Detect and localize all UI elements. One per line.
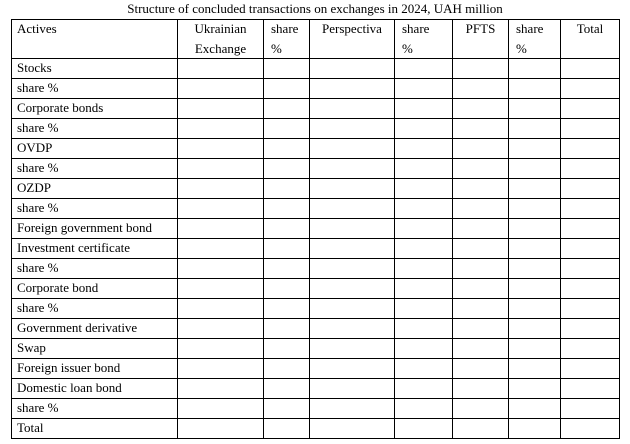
row-label: share % [12,199,178,219]
cell-total [561,299,620,319]
cell-share [395,99,453,119]
cell-share [395,259,453,279]
cell-share [395,139,453,159]
cell-share [509,59,561,79]
cell-ukrainian-exchange [178,339,264,359]
table-row [12,59,620,79]
cell-perspectiva [310,79,395,99]
header-share-line2: % [402,41,413,56]
cell-pfts [453,339,509,359]
cell-total [561,159,620,179]
cell-ukrainian-exchange [178,179,264,199]
cell-total [561,319,620,339]
cell-share [395,219,453,239]
table-row [12,399,620,419]
cell-pfts [453,279,509,299]
header-share-line1: share [402,21,430,36]
cell-share [509,119,561,139]
row-label: share % [12,399,178,419]
cell-share [264,99,310,119]
cell-ukrainian-exchange [178,359,264,379]
table-row [12,199,620,219]
cell-pfts [453,139,509,159]
header-share-line2: % [271,41,282,56]
cell-share [264,79,310,99]
header-row [12,20,620,59]
table-row [12,299,620,319]
cell-share [509,399,561,419]
table-row [12,159,620,179]
cell-perspectiva [310,119,395,139]
cell-perspectiva [310,359,395,379]
row-label: OZDP [12,179,178,199]
cell-share [395,79,453,99]
cell-share [264,199,310,219]
row-label: share % [12,79,178,99]
cell-perspectiva [310,339,395,359]
cell-perspectiva [310,299,395,319]
row-label: share % [12,119,178,139]
cell-perspectiva [310,259,395,279]
cell-ukrainian-exchange [178,299,264,319]
cell-total [561,59,620,79]
cell-ukrainian-exchange [178,99,264,119]
cell-perspectiva [310,139,395,159]
cell-total [561,219,620,239]
cell-share [509,379,561,399]
header-share-line1: share [516,21,544,36]
cell-pfts [453,79,509,99]
table-row [12,119,620,139]
table-row [12,239,620,259]
cell-share [264,379,310,399]
cell-pfts [453,359,509,379]
cell-share [264,299,310,319]
table-row [12,99,620,119]
row-label: Domestic loan bond [12,379,178,399]
cell-perspectiva [310,239,395,259]
cell-ukrainian-exchange [178,259,264,279]
cell-share [509,159,561,179]
cell-share [509,239,561,259]
header-ukrainian-exchange-line2: Exchange [194,41,247,56]
cell-perspectiva [310,159,395,179]
header-share-pfts [509,20,561,59]
cell-share [509,419,561,439]
cell-total [561,239,620,259]
cell-pfts [453,179,509,199]
cell-pfts [453,319,509,339]
cell-share [509,219,561,239]
cell-share [264,279,310,299]
cell-perspectiva [310,219,395,239]
row-label: OVDP [12,139,178,159]
header-total: Total [561,20,620,59]
cell-total [561,399,620,419]
cell-perspectiva [310,199,395,219]
table-caption: Structure of concluded transactions on exchanges in 2024, UAH million [127,1,503,16]
cell-share [395,119,453,139]
row-label: Corporate bonds [12,99,178,119]
cell-share [264,219,310,239]
cell-share [264,59,310,79]
cell-pfts [453,299,509,319]
cell-share [264,239,310,259]
cell-total [561,199,620,219]
cell-total [561,279,620,299]
cell-share [264,319,310,339]
cell-ukrainian-exchange [178,139,264,159]
row-label: Foreign issuer bond [12,359,178,379]
transactions-table [11,19,620,439]
cell-total [561,419,620,439]
cell-ukrainian-exchange [178,319,264,339]
header-ukrainian-exchange [178,20,264,59]
cell-share [509,139,561,159]
cell-share [509,319,561,339]
row-label: Total [12,419,178,439]
cell-share [509,79,561,99]
cell-perspectiva [310,379,395,399]
cell-ukrainian-exchange [178,239,264,259]
cell-share [264,259,310,279]
cell-total [561,259,620,279]
row-label: Investment certificate [12,239,178,259]
cell-share [395,199,453,219]
cell-ukrainian-exchange [178,79,264,99]
cell-pfts [453,419,509,439]
cell-share [264,339,310,359]
header-share-perspectiva [395,20,453,59]
table-row [12,259,620,279]
cell-total [561,99,620,119]
cell-pfts [453,399,509,419]
cell-share [509,199,561,219]
header-perspectiva: Perspectiva [310,20,395,59]
cell-share [509,299,561,319]
cell-share [509,179,561,199]
cell-ukrainian-exchange [178,199,264,219]
table-row [12,339,620,359]
cell-share [509,279,561,299]
cell-total [561,339,620,359]
row-label: share % [12,259,178,279]
cell-ukrainian-exchange [178,399,264,419]
row-label: Foreign government bond [12,219,178,239]
cell-ukrainian-exchange [178,219,264,239]
table-row [12,179,620,199]
cell-pfts [453,239,509,259]
cell-share [509,359,561,379]
cell-share [395,359,453,379]
cell-ukrainian-exchange [178,119,264,139]
cell-pfts [453,59,509,79]
cell-perspectiva [310,279,395,299]
row-label: Swap [12,339,178,359]
cell-pfts [453,119,509,139]
row-label: Government derivative [12,319,178,339]
cell-pfts [453,199,509,219]
header-share-line2: % [516,41,527,56]
cell-total [561,79,620,99]
cell-total [561,139,620,159]
cell-total [561,119,620,139]
cell-share [395,419,453,439]
cell-pfts [453,219,509,239]
cell-share [395,239,453,259]
cell-share [264,119,310,139]
cell-share [395,399,453,419]
cell-perspectiva [310,319,395,339]
row-label: Stocks [12,59,178,79]
cell-total [561,379,620,399]
cell-share [395,59,453,79]
cell-share [509,259,561,279]
row-label: Corporate bond [12,279,178,299]
table-row [12,359,620,379]
cell-perspectiva [310,99,395,119]
table-row [12,379,620,399]
cell-share [509,99,561,119]
cell-share [395,379,453,399]
cell-pfts [453,99,509,119]
cell-total [561,359,620,379]
cell-share [264,419,310,439]
cell-perspectiva [310,59,395,79]
header-share-line1: share [271,21,299,36]
cell-share [395,339,453,359]
cell-ukrainian-exchange [178,419,264,439]
cell-perspectiva [310,179,395,199]
table-row [12,79,620,99]
cell-share [264,359,310,379]
cell-ukrainian-exchange [178,279,264,299]
cell-share [395,159,453,179]
cell-share [264,399,310,419]
cell-share [395,179,453,199]
cell-total [561,179,620,199]
cell-ukrainian-exchange [178,59,264,79]
cell-pfts [453,159,509,179]
cell-share [264,139,310,159]
cell-share [264,179,310,199]
table-row [12,219,620,239]
table-row-total [12,419,620,439]
cell-ukrainian-exchange [178,159,264,179]
row-label: share % [12,299,178,319]
table-row [12,279,620,299]
row-label: share % [12,159,178,179]
cell-share [264,159,310,179]
cell-perspectiva [310,399,395,419]
header-pfts: PFTS [453,20,509,59]
cell-share [509,339,561,359]
cell-pfts [453,379,509,399]
cell-perspectiva [310,419,395,439]
cell-share [395,319,453,339]
cell-share [395,279,453,299]
cell-pfts [453,259,509,279]
cell-share [395,299,453,319]
table-row [12,139,620,159]
table-row [12,319,620,339]
header-actives: Actives [12,20,178,59]
header-share-ukrainian-exchange [264,20,310,59]
header-ukrainian-exchange-line1: Ukrainian [194,21,247,36]
cell-ukrainian-exchange [178,379,264,399]
